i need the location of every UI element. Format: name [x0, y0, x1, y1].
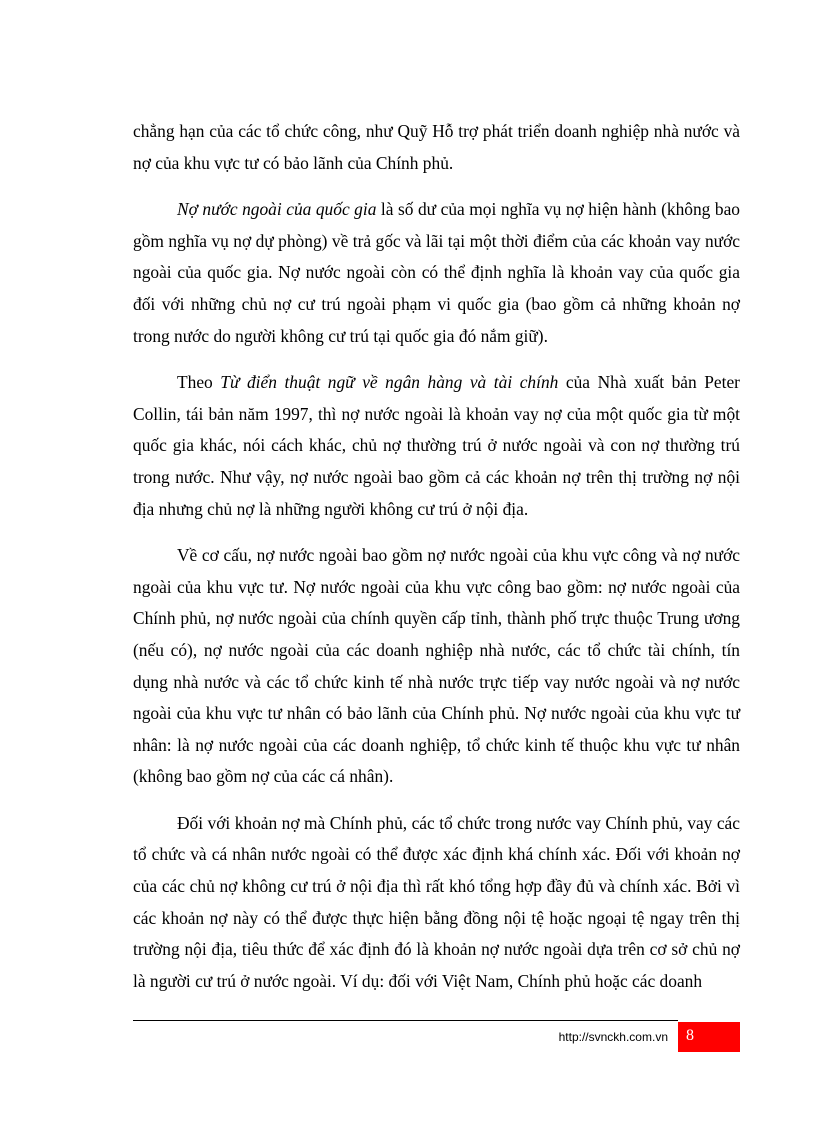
paragraph-2-text: là số dư của mọi nghĩa vụ nợ hiện hành (không bao gồm nghĩa vụ nợ dự phòng) về trả gốc và lãi tại một thời điểm của các khoản vay nước ngoài của quốc gia. Nợ nước ngoài còn có thể định nghĩa là khoản vay của quốc gia đối với những chủ nợ cư trú ngoài phạm vi quốc gia (bao gồm cả những khoản nợ trong nước do người không cư trú tại quốc gia đó nắm giữ). — [133, 199, 740, 346]
paragraph-5-text: Đối với khoản nợ mà Chính phủ, các tổ chức trong nước vay Chính phủ, vay các tổ chức và cá nhân nước ngoài có thể được xác định khá chính xác. Đối với khoản nợ của các chủ nợ không cư trú ở nội địa thì rất khó tổng hợp đầy đủ và chính xác. Bởi vì các khoản nợ này có thể được thực hiện bằng đồng nội tệ hoặc ngoại tệ ngay trên thị trường nội địa, tiêu thức để xác định đó là khoản nợ nước ngoài dựa trên cơ sở chủ nợ là người cư trú ở nước ngoài. Ví dụ: đối với Việt Nam, Chính phủ hoặc các doanh — [133, 812, 740, 991]
page-number-badge — [678, 1022, 740, 1052]
paragraph-5 — [133, 808, 740, 998]
footer-url: http://svnckh.com.vn — [558, 1030, 668, 1044]
page-number: 8 — [686, 1027, 694, 1044]
paragraph-3-text: của Nhà xuất bản Peter Collin, tái bản năm 1997, thì nợ nước ngoài là khoản vay nợ của một quốc gia từ một quốc gia khác, nói cách khác, chủ nợ thường trú ở nước ngoài và con nợ thường trú trong nước. Như vậy, nợ nước ngoài bao gồm cả các khoản nợ trên thị trường nợ nội địa nhưng chủ nợ là những người không cư trú ở nội địa. — [133, 372, 740, 519]
body-text — [133, 116, 740, 1012]
italic-term: Nợ nước ngoài của quốc gia — [177, 199, 377, 220]
paragraph-1-text: chẳng hạn của các tổ chức công, như Quỹ Hỗ trợ phát triển doanh nghiệp nhà nước và nợ của khu vực tư có bảo lãnh của Chính phủ. — [133, 121, 740, 173]
paragraph-3 — [133, 367, 740, 525]
paragraph-4-text: Về cơ cấu, nợ nước ngoài bao gồm nợ nước ngoài của khu vực công và nợ nước ngoài của khu vực tư. Nợ nước ngoài của khu vực công bao gồm: nợ nước ngoài của Chính phủ, nợ nước ngoài của chính quyền cấp tỉnh, thành phố trực thuộc Trung ương (nếu có), nợ nước ngoài của các doanh nghiệp nhà nước, các tổ chức tài chính, tín dụng nhà nước và các tổ chức kinh tế nhà nước trực tiếp vay nước ngoài và nợ nước ngoài của khu vực tư nhân có bảo lãnh của Chính phủ. Nợ nước ngoài của khu vực tư nhân: là nợ nước ngoài của các doanh nghiệp, tổ chức kinh tế thuộc khu vực tư nhân (không bao gồm nợ của các cá nhân). — [133, 545, 740, 787]
italic-book-title: Từ điển thuật ngữ về ngân hàng và tài chính — [220, 372, 559, 393]
footer-divider — [133, 1020, 678, 1021]
paragraph-3-lead: Theo — [177, 372, 221, 393]
paragraph-2 — [133, 194, 740, 352]
paragraph-1 — [133, 116, 740, 179]
paragraph-4 — [133, 540, 740, 793]
